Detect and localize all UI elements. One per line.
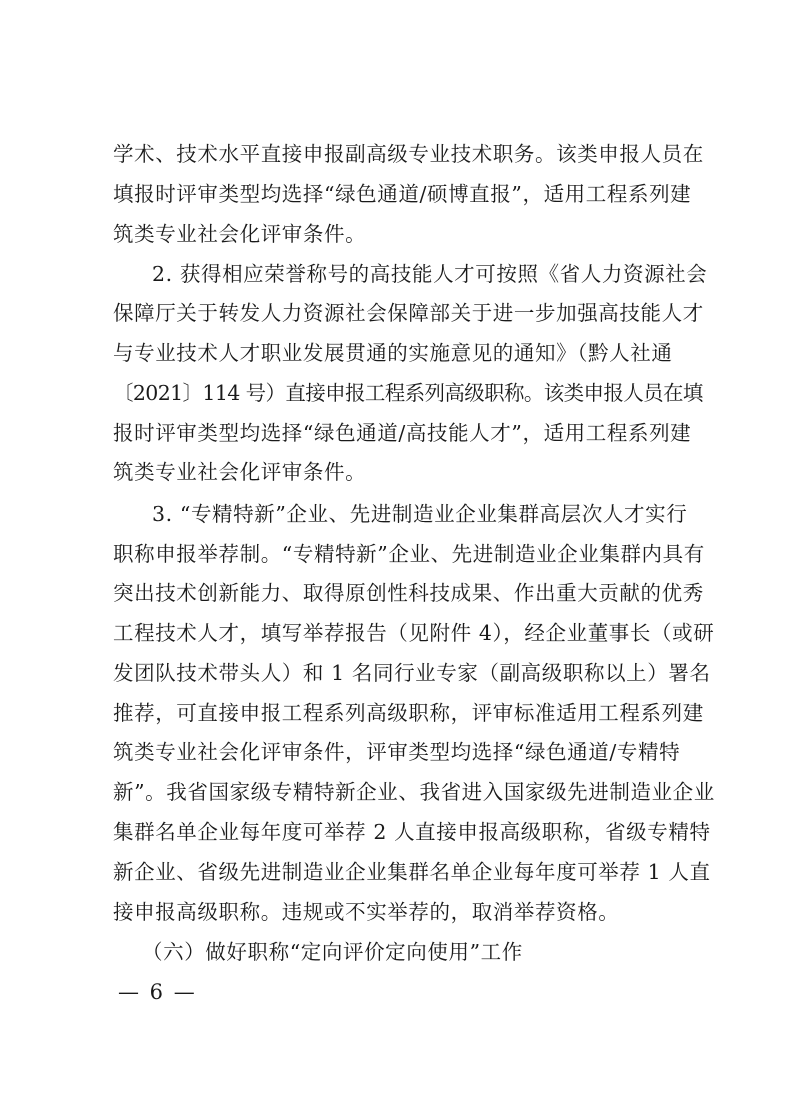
body-text-line: 职称申报举荐制。“专精特新”企业、先进制造业企业集群内具有 [113,542,705,566]
body-text-line: 突出技术创新能力、取得原创性科技成果、作出重大贡献的优秀 [113,581,704,605]
section-heading: （六）做好职称“定向评价定向使用”工作 [142,940,523,964]
body-text-line: 新”。我省国家级专精特新企业、我省进入国家级先进制造业企业 [113,780,715,804]
body-text-line: 填报时评审类型均选择“绿色通道/硕博直报”，适用工程系列建 [113,182,692,206]
body-text-line: 〔2021〕114 号）直接申报工程系列高级职称。该类申报人员在填 [113,381,703,405]
page-number: — 6 — [118,980,197,1004]
body-text-line: 推荐，可直接申报工程系列高级职称，评审标准适用工程系列建 [113,701,704,725]
list-item-3-start: 3. “专精特新”企业、先进制造业企业集群高层次人才实行 [152,502,688,526]
body-text-line: 发团队技术带头人）和 1 名同行业专家（副高级职称以上）署名 [113,661,711,685]
body-text-line: 学术、技术水平直接申报副高级专业技术职务。该类申报人员在 [113,142,704,166]
body-text-line: 与专业技术人才职业发展贯通的实施意见的通知》（黔人社通 [113,341,673,365]
body-text-line: 新企业、省级先进制造业企业集群名单企业每年度可举荐 1 人直 [113,860,711,884]
body-text-line: 保障厅关于转发人力资源社会保障部关于进一步加强高技能人才 [113,301,704,325]
body-text-line: 筑类专业社会化评审条件。 [113,222,367,246]
body-text-line: 筑类专业社会化评审条件。 [113,460,367,484]
body-text-line: 报时评审类型均选择“绿色通道/高技能人才”，适用工程系列建 [113,421,692,445]
body-text-line: 工程技术人才，填写举荐报告（见附件 4），经企业董事长（或研 [113,621,715,645]
list-item-2-start: 2. 获得相应荣誉称号的高技能人才可按照《省人力资源社会 [152,262,708,286]
body-text-line: 筑类专业社会化评审条件，评审类型均选择“绿色通道/专精特 [113,740,681,764]
body-text-line: 集群名单企业每年度可举荐 2 人直接申报高级职称，省级专精特 [113,820,711,844]
body-text-line: 接申报高级职称。违规或不实举荐的，取消举荐资格。 [113,900,620,924]
